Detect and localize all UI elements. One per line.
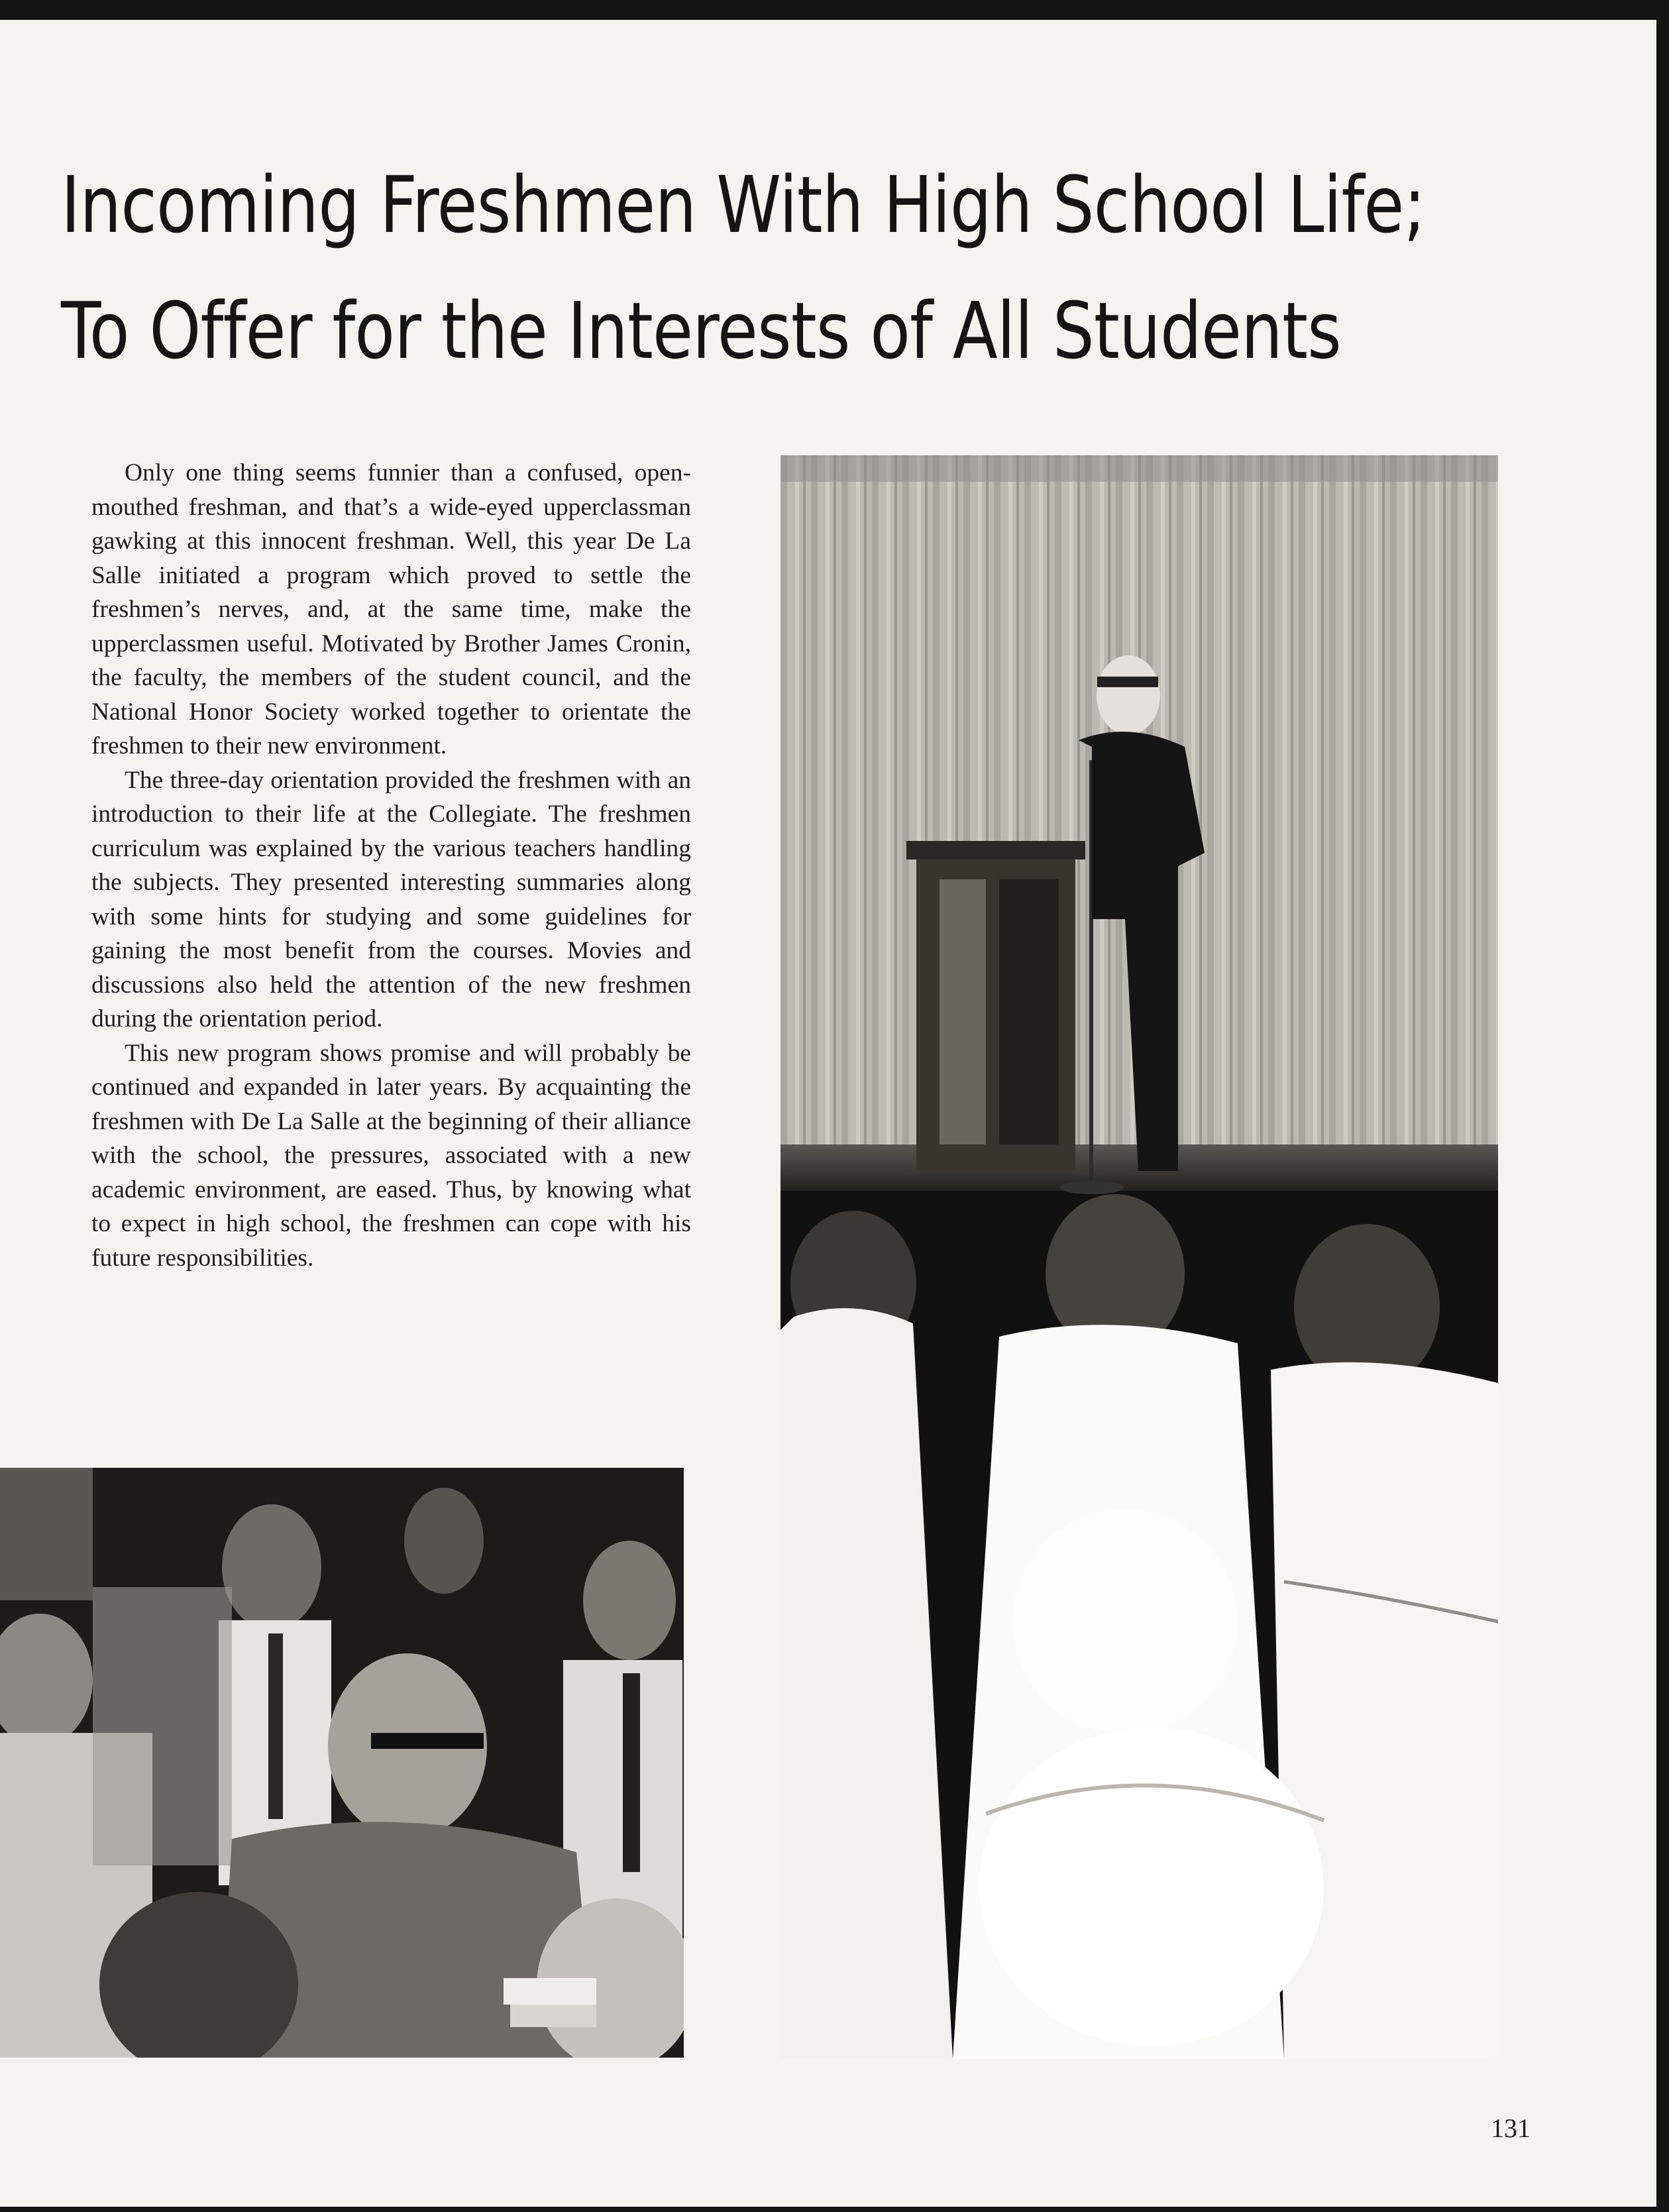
headline-line-1: Incoming Freshmen With High School Life; [61, 159, 1426, 250]
paragraph-3: This new program shows promise and will probably be continued and expanded in later years. By acquainting the freshmen with De La Salle at the beginning of their alliance with the school, the pressures, associated with a new academic environment, are eased. Thus, by knowing what to expect in high school, the freshmen can cope with his future responsibilities. [91, 1039, 691, 1272]
yearbook-page [0, 20, 1656, 2207]
page-number: 131 [1491, 2113, 1531, 2143]
paragraph-1: Only one thing seems funnier than a confused, open-mouthed freshman, and that’s a wide-eyed upperclassman gawking at this innocent freshman. Well, this year De La Salle initiated a program which proved to settle the freshmen’s nerves, and, at the same time, make the upperclassmen useful. Motivated by Brother James Cronin, the faculty, the members of the student council, and the National Honor Society worked together to orientate the freshmen to their new environment. [91, 459, 691, 759]
stage-speaker-photo [781, 455, 1498, 2059]
headline-line-2: To Offer for the Interests of All Students [61, 285, 1341, 376]
article-body [91, 456, 691, 1275]
registration-photo [0, 1468, 684, 2058]
paragraph-2: The three-day orientation provided the freshmen with an introduction to their life at the Collegiate. The freshmen curriculum was explained by the various teachers handling the subjects. They presented interesting summaries along with some hints for studying and some guidelines for gaining the most benefit from the courses. Movies and discussions also held the attention of the new freshmen during the orientation period. [91, 766, 691, 1032]
